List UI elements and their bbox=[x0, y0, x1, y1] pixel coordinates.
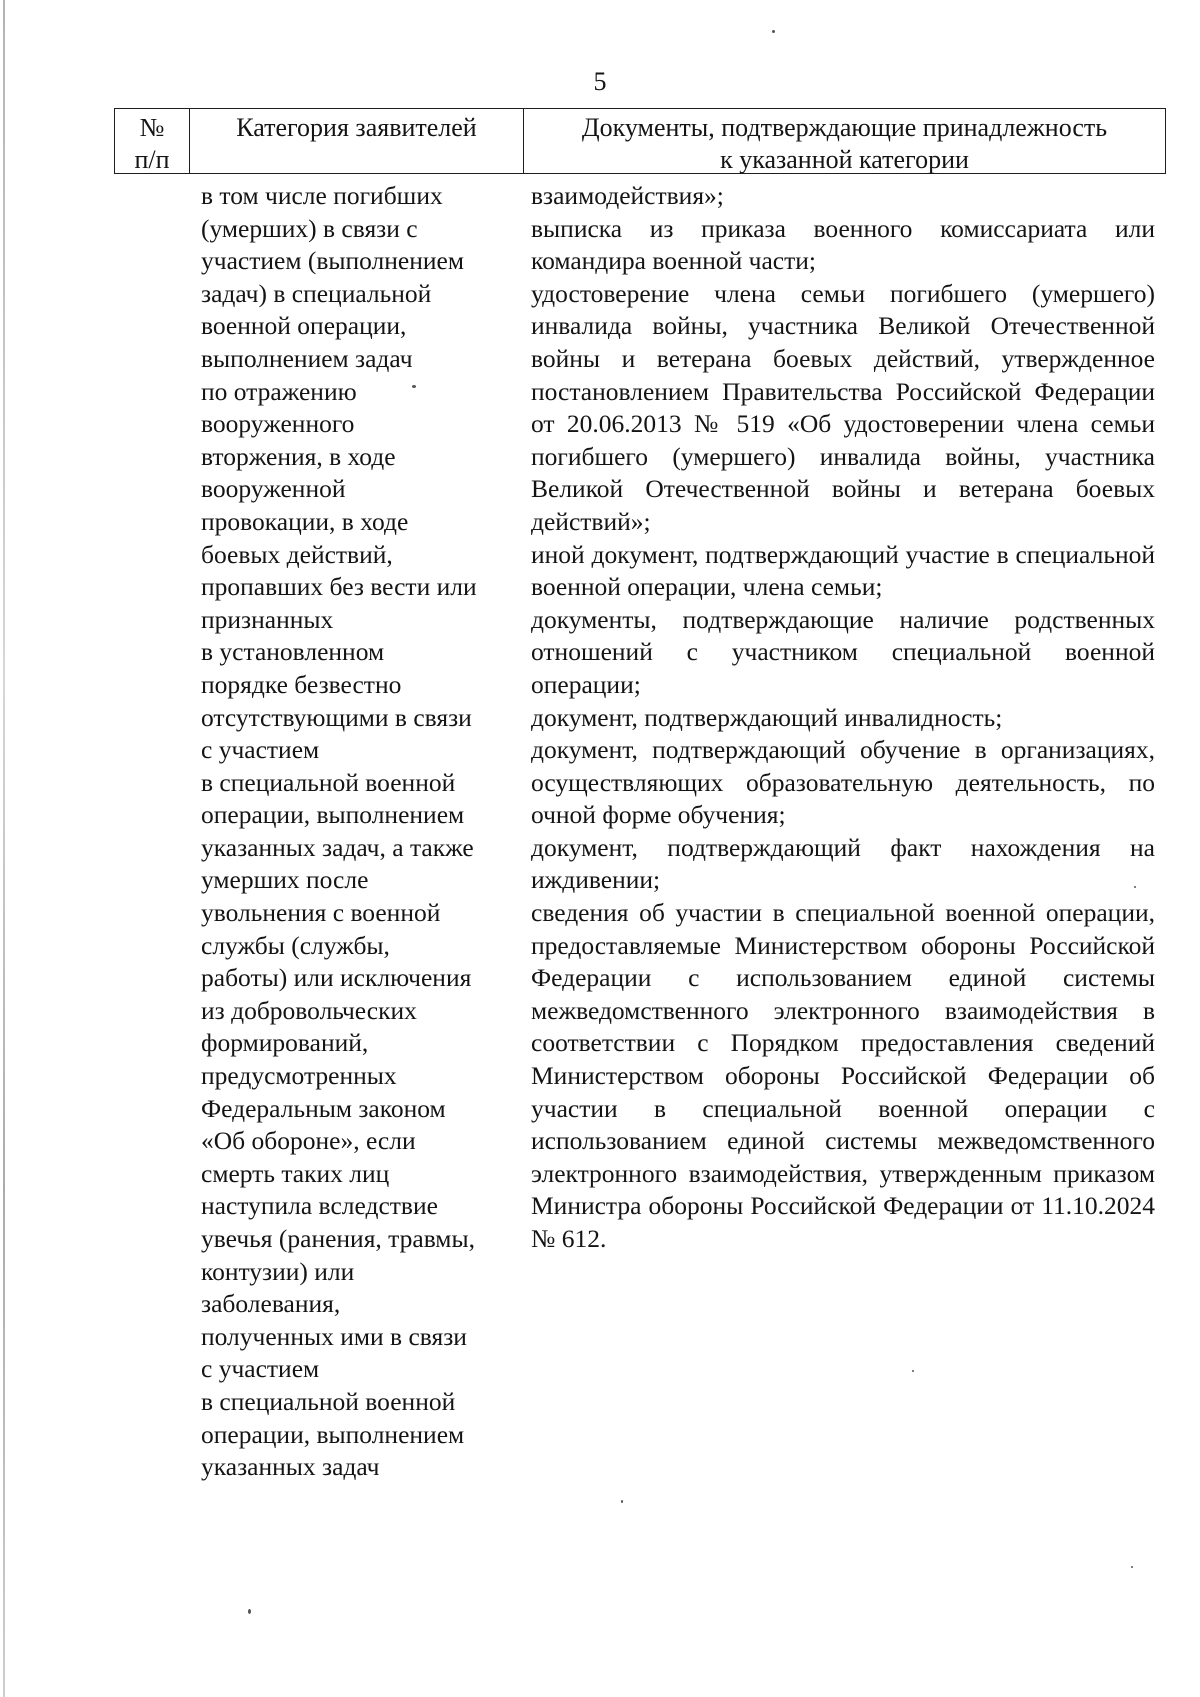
document-entry: документ, подтверждающий инвалидность; bbox=[531, 702, 1003, 732]
category-line: службы (службы, bbox=[201, 930, 390, 960]
scan-speck bbox=[1134, 886, 1136, 888]
document-entry: удостоверение члена семьи погибшего (умершего) инвалида войны, участника Великой Отечественной войны и ветерана боевых действий, утвержденное постановлением Правительства Российской Федерации от 20.06.2013 № 519 «Об удостоверении члена семьи погибшего (умершего) инвалида войны, участника Великой Отечественной войны и ветерана боевых действий»; bbox=[531, 278, 1155, 536]
header-number-label bbox=[134, 113, 169, 174]
scan-speck bbox=[248, 1609, 251, 1614]
category-line: отсутствующими в связи bbox=[201, 702, 472, 732]
category-line: операции, выполнением bbox=[201, 800, 465, 830]
category-column-text bbox=[201, 180, 511, 1484]
table-header bbox=[114, 108, 1166, 174]
category-line: операции, выполнением bbox=[201, 1419, 465, 1449]
category-line: «Об обороне», если bbox=[201, 1126, 416, 1156]
category-line: из добровольческих bbox=[201, 995, 417, 1025]
header-documents-column bbox=[524, 109, 1165, 173]
document-entry: иной документ, подтверждающий участие в специальной военной операции, члена семьи; bbox=[531, 539, 1155, 602]
category-line: указанных задач, а также bbox=[201, 832, 474, 862]
category-line: вооруженной bbox=[201, 474, 346, 504]
category-line: участием (выполнением bbox=[201, 246, 464, 276]
scan-speck bbox=[412, 385, 416, 388]
category-line: провокации, в ходе bbox=[201, 506, 409, 536]
category-line: вторжения, в ходе bbox=[201, 441, 396, 471]
category-line: заболевания, bbox=[201, 1289, 341, 1319]
document-entry: сведения об участии в специальной военной операции, предоставляемые Министерством обороны Российской Федерации с использованием единой системы межведомственного электронного взаимодействия в соответствии с Порядком предоставления сведений Министерством обороны Российской Федерации об участии в специальной военной операции с использованием единой системы межведомственного электронного взаимодействия, утвержденным приказом Министра обороны Российской Федерации от 11.10.2024 № 612. bbox=[531, 898, 1155, 1253]
scan-speck bbox=[1131, 1566, 1133, 1568]
header-category-column bbox=[190, 109, 524, 173]
category-line: умерших после bbox=[201, 865, 369, 895]
category-line: порядке безвестно bbox=[201, 669, 402, 699]
document-entry: взаимодействия»; bbox=[531, 181, 724, 210]
header-documents-label bbox=[582, 113, 1107, 174]
scan-speck bbox=[621, 1500, 623, 1503]
scan-speck bbox=[912, 1370, 914, 1372]
document-entry: выписка из приказа военного комиссариата или командира военной части; bbox=[531, 213, 1155, 276]
document-entry: документ, подтверждающий факт нахождения на иждивении; bbox=[531, 832, 1155, 895]
category-line: выполнением задач bbox=[201, 343, 413, 373]
header-number-label-part: п/п bbox=[134, 145, 170, 174]
category-line: в специальной военной bbox=[201, 767, 456, 797]
category-line: военной операции, bbox=[201, 311, 407, 341]
category-line: с участием bbox=[201, 735, 320, 765]
category-line: увечья (ранения, травмы, bbox=[201, 1224, 475, 1253]
header-category-label: Категория заявителей bbox=[236, 113, 477, 142]
header-number-column bbox=[115, 109, 190, 173]
category-line: работы) или исключения bbox=[201, 963, 472, 993]
header-documents-label-part: Документы, подтверждающие принадлежность bbox=[581, 113, 1108, 142]
category-line: смерть таких лиц bbox=[201, 1158, 390, 1188]
category-line: контузии) или bbox=[201, 1256, 355, 1286]
header-documents-label-part: к указанной категории bbox=[720, 145, 969, 174]
category-line: предусмотренных bbox=[201, 1061, 397, 1091]
category-line: пропавших без вести или bbox=[201, 572, 477, 602]
page-number: 5 bbox=[593, 67, 607, 96]
category-line: в том числе погибших bbox=[201, 181, 443, 210]
category-line: признанных bbox=[201, 604, 334, 634]
scan-edge-shadow bbox=[3, 0, 5, 1697]
document-entry: документ, подтверждающий обучение в организациях, осуществляющих образовательную деятельность, по очной форме обучения; bbox=[531, 735, 1155, 830]
header-number-label-part: № bbox=[139, 113, 165, 142]
category-line: формирований, bbox=[201, 1028, 369, 1058]
document-entry: документы, подтверждающие наличие родственных отношений с участником специальной военной операции; bbox=[531, 604, 1155, 699]
scan-speck bbox=[772, 30, 775, 33]
category-line: задач) в специальной bbox=[201, 278, 432, 308]
category-line: в специальной военной bbox=[201, 1386, 456, 1416]
category-line: Федеральным законом bbox=[201, 1093, 446, 1123]
category-line: боевых действий, bbox=[201, 539, 393, 569]
category-line: наступила вследствие bbox=[201, 1191, 438, 1221]
category-line: увольнения с военной bbox=[201, 898, 441, 928]
documents-column-text bbox=[531, 180, 1155, 1256]
category-line: (умерших) в связи с bbox=[201, 213, 418, 243]
category-line: с участием bbox=[201, 1354, 320, 1384]
category-line: полученных ими в связи bbox=[201, 1321, 467, 1351]
category-line: по отражению bbox=[201, 376, 357, 406]
category-line: вооруженного bbox=[201, 409, 355, 439]
category-line: в установленном bbox=[201, 637, 385, 667]
category-line: указанных задач bbox=[201, 1452, 380, 1482]
